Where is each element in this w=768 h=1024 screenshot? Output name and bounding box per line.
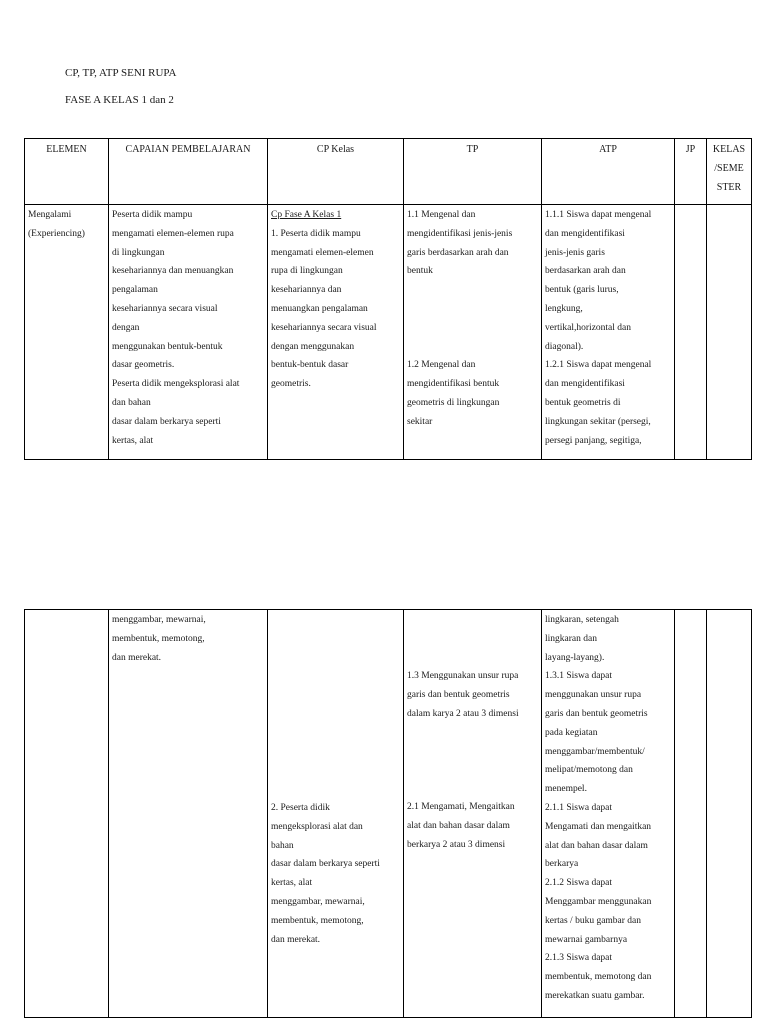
header-capaian-pembelajaran: CAPAIAN PEMBELAJARAN [109,139,268,205]
cp-kelas-title: Cp Fase A Kelas 1 [271,210,342,220]
tp-item: 2.1 Mengamati, Mengaitkan alat dan bahan dasar dalam berkarya 2 atau 3 dimensi [407,802,515,850]
table-row [25,205,752,460]
header-elemen: ELEMEN [25,139,109,205]
header-kelas-semester: KELAS /SEME STER [707,139,752,205]
header-jp: JP [675,139,707,205]
header-tp: TP [404,139,542,205]
cell-elemen [25,610,109,1018]
curriculum-table-part-1 [24,138,752,460]
document-title: CP, TP, ATP SENI RUPA [65,67,177,79]
cell-atp: 1.1.1 Siswa dapat mengenal dan mengidentifikasi jenis-jenis garis berdasarkan arah dan bentuk (garis lurus, lengkung, vertikal,horizontal dan diagonal). 1.2.1 Siswa dapat mengenal dan mengidentifikasi bentuk geometris di lingkungan sekitar (persegi, persegi panjang, segitiga, [542,205,675,460]
cell-cp-kelas [268,205,404,460]
table-header-row [25,139,752,205]
cell-atp: lingkaran, setengah lingkaran dan layang-layang). 1.3.1 Siswa dapat menggunakan unsur rupa garis dan bentuk geometris pada kegiatan menggambar/membentuk/ melipat/memotong dan menempel. 2.1.1 Siswa dapat Mengamati dan mengaitkan alat dan bahan dasar dalam berkarya 2.1.2 Siswa dapat Menggambar menggunakan kertas / buku gambar dan mewarnai gambarnya 2.1.3 Siswa dapat membentuk, memotong dan merekatkan suatu gambar. [542,610,675,1018]
table-row [25,610,752,1018]
tp-item: 1.1 Mengenal dan mengidentifikasi jenis-jenis garis berdasarkan arah dan bentuk [407,210,513,277]
header-cp-kelas: CP Kelas [268,139,404,205]
cell-tp [404,205,542,460]
cell-jp [675,610,707,1018]
tp-item: 1.2 Mengenal dan mengidentifikasi bentuk geometris di lingkungan sekitar [407,360,500,427]
curriculum-table-part-2 [24,609,752,1018]
document-subtitle: FASE A KELAS 1 dan 2 [65,94,174,106]
cell-kelas [707,610,752,1018]
cell-cp-kelas: 2. Peserta didik mengeksplorasi alat dan bahan dasar dalam berkarya seperti kertas, alat menggambar, mewarnai, membentuk, memotong, dan merekat. [268,610,404,1018]
cell-tp [404,610,542,1018]
cell-elemen: Mengalami (Experiencing) [25,205,109,460]
cell-jp [675,205,707,460]
cell-kelas [707,205,752,460]
cp-kelas-body: 1. Peserta didik mampu mengamati elemen-elemen rupa di lingkungan kesehariannya dan menuangkan pengalaman kesehariannya secara visual dengan menggunakan bentuk-bentuk dasar geometris. [271,228,377,390]
tp-item: 1.3 Menggunakan unsur rupa garis dan bentuk geometris dalam karya 2 atau 3 dimensi [407,671,519,719]
cell-capaian: menggambar, mewarnai, membentuk, memotong, dan merekat. [109,610,268,1018]
cell-capaian: Peserta didik mampu mengamati elemen-elemen rupa di lingkungan kesehariannya dan menuangkan pengalaman kesehariannya secara visual dengan menggunakan bentuk-bentuk dasar geometris. Peserta didik mengeksplorasi alat dan bahan dasar dalam berkarya seperti kertas, alat [109,205,268,460]
header-atp: ATP [542,139,675,205]
